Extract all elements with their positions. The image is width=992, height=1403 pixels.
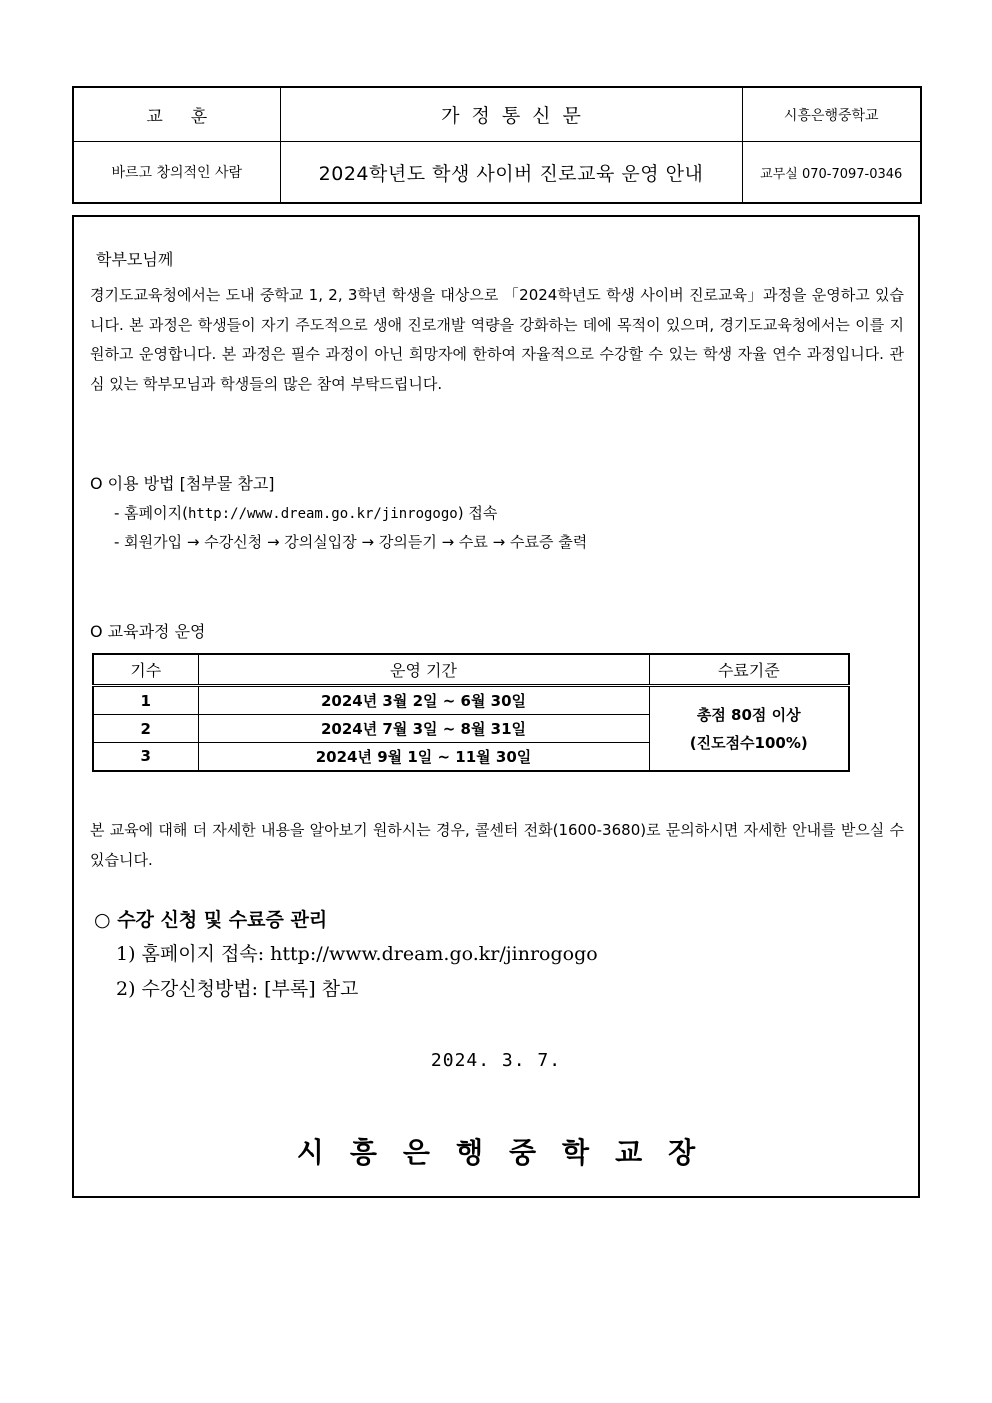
course-period: 2024년 3월 2일 ~ 6월 30일 bbox=[198, 686, 649, 715]
contact-cell bbox=[742, 142, 921, 204]
usage-step-homepage bbox=[114, 502, 497, 523]
course-period: 2024년 9월 1일 ~ 11월 30일 bbox=[198, 742, 649, 771]
usage-step-flow: - 회원가입 → 수강신청 → 강의실입장 → 강의듣기 → 수료 → 수료증 출력 bbox=[114, 533, 588, 551]
management-homepage: 1) 홈페이지 접속: http://www.dream.go.kr/jinrogogo bbox=[116, 943, 598, 965]
col-header-criteria: 수료기준 bbox=[649, 654, 849, 686]
table-row bbox=[93, 686, 849, 715]
completion-criteria bbox=[649, 686, 849, 772]
document-title: 2024학년도 학생 사이버 진로교육 운영 안내 bbox=[318, 162, 704, 185]
motto-cell bbox=[73, 142, 280, 204]
homepage-url[interactable]: http://www.dream.go.kr/jinrogogo bbox=[188, 506, 458, 522]
title-cell bbox=[280, 142, 742, 204]
course-section-title: O 교육과정 운영 bbox=[90, 622, 206, 641]
greeting: 학부모님께 bbox=[96, 250, 174, 269]
usage-section-title: O 이용 방법 [첨부물 참고] bbox=[90, 474, 275, 493]
school-motto: 바르고 창의적인 사람 bbox=[111, 165, 243, 181]
school-name: 시흥은행중학교 bbox=[783, 107, 879, 124]
course-no: 1 bbox=[93, 686, 198, 715]
letter-body bbox=[72, 215, 920, 1198]
col-header-period: 운영 기간 bbox=[198, 654, 649, 686]
newsletter-label-cell bbox=[280, 87, 742, 142]
criteria-progress: (진도점수100%) bbox=[689, 733, 808, 752]
inquiry-paragraph: 본 교육에 대해 더 자세한 내용을 알아보기 원하시는 경우, 콜센터 전화(1600-3680)로 문의하시면 자세한 안내를 받으실 수 있습니다. bbox=[90, 821, 904, 869]
office-phone: 교무실 070-7097-0346 bbox=[760, 166, 903, 182]
course-no: 3 bbox=[93, 742, 198, 771]
criteria-score: 총점 80점 이상 bbox=[696, 705, 801, 724]
management-apply-method: 2) 수강신청방법: [부록] 참고 bbox=[116, 978, 359, 1000]
course-table bbox=[92, 653, 850, 772]
newsletter-label: 가정통신문 bbox=[441, 105, 593, 127]
course-no: 2 bbox=[93, 715, 198, 743]
management-section-title: ○ 수강 신청 및 수료증 관리 bbox=[94, 909, 328, 931]
issue-date: 2024. 3. 7. bbox=[430, 1050, 562, 1071]
course-period: 2024년 7월 3일 ~ 8월 31일 bbox=[198, 715, 649, 743]
usage-homepage-prefix: - 홈페이지( bbox=[114, 504, 188, 522]
principal-signature: 시흥은행중학교장 bbox=[296, 1136, 722, 1169]
usage-homepage-suffix: ) 접속 bbox=[457, 504, 498, 522]
motto-label-cell bbox=[73, 87, 280, 142]
col-header-no: 기수 bbox=[93, 654, 198, 686]
header-table bbox=[72, 86, 922, 204]
intro-paragraph: 경기도교육청에서는 도내 중학교 1, 2, 3학년 학생을 대상으로 「2024학년도 학생 사이버 진로교육」과정을 운영하고 있습니다. 본 과정은 학생들이 자기 주도적으로 생애 진로개발 역량을 강화하는 데에 목적이 있으며, 경기도교육청에서는 이를 지원하고 운영합니다. 본 과정은 필수 과정이 아닌 희망자에 한하여 자율적으로 수강할 수 있는 학생 자율 연수 과정입니다. 관심 있는 학부모님과 학생들의 많은 참여 부탁드립니다. bbox=[90, 286, 904, 393]
school-name-cell bbox=[742, 87, 921, 142]
motto-label: 교훈 bbox=[146, 107, 236, 127]
